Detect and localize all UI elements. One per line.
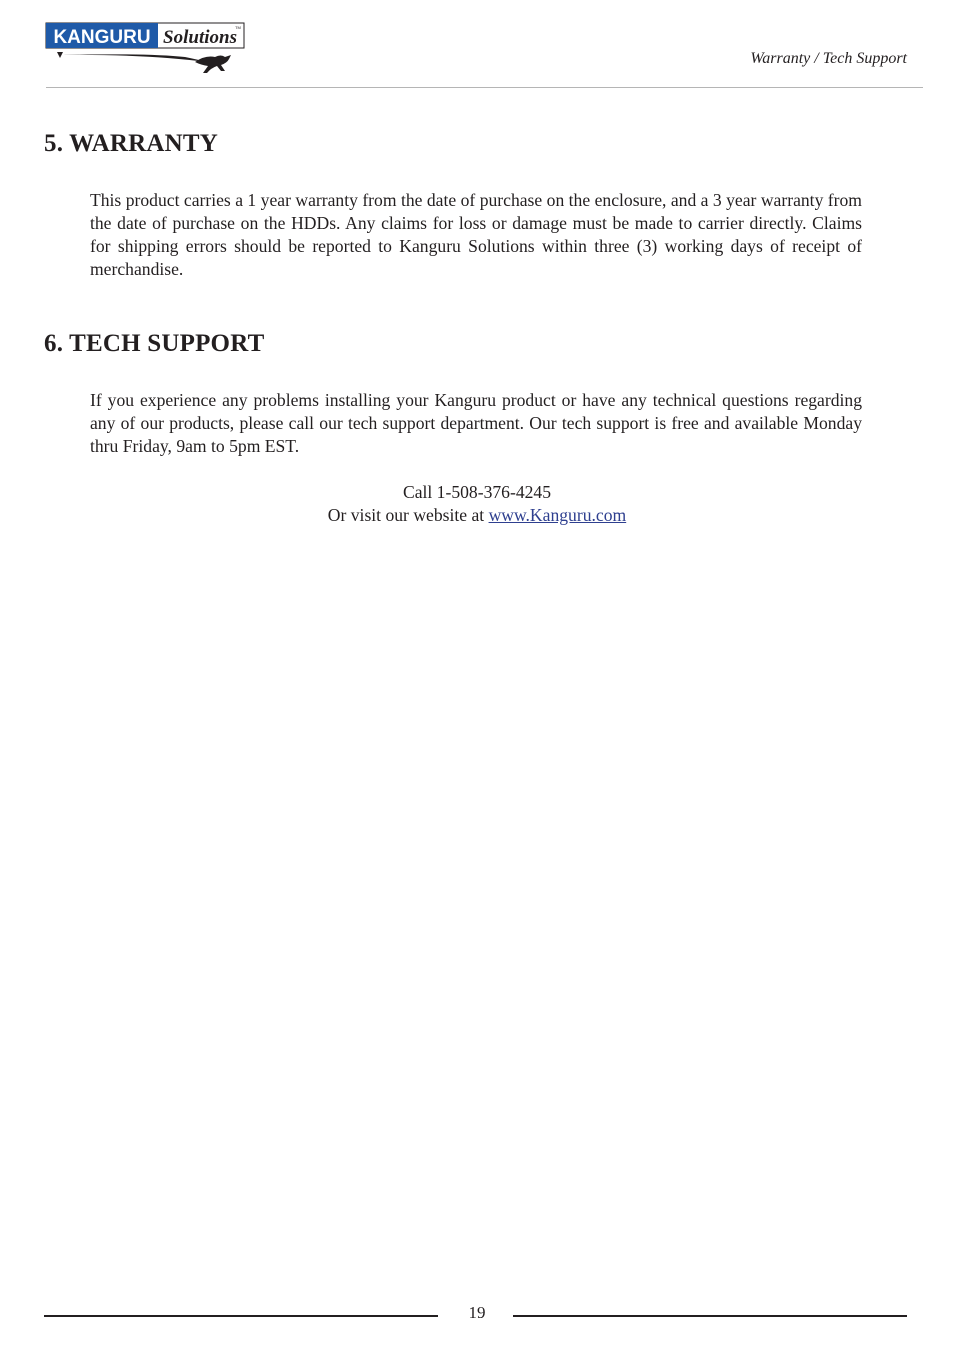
warranty-heading: 5. WARRANTY bbox=[44, 130, 218, 157]
brand-text: KANGURU bbox=[53, 27, 151, 48]
contact-block bbox=[0, 481, 954, 527]
phone-line: Call 1-508-376-4245 bbox=[402, 482, 552, 502]
kanguru-logo bbox=[45, 21, 245, 77]
header-divider bbox=[46, 87, 923, 88]
warranty-paragraph: This product carries a 1 year warranty from the date of purchase on the enclosure, and a 3 year warranty from the date of purchase on the HDDs. Any claims for loss or damage must be made to carrier directly. Claims for shipping errors should be reported to Kanguru Solutions within three (3) working days of receipt of merchandise. bbox=[90, 190, 862, 279]
website-line bbox=[0, 504, 954, 527]
kangaroo-icon bbox=[195, 55, 231, 73]
tagline-text: Solutions bbox=[163, 27, 237, 48]
website-link[interactable]: www.Kanguru.com bbox=[488, 505, 627, 525]
trademark-mark: TM bbox=[235, 25, 241, 30]
page-number: 19 bbox=[468, 1303, 486, 1322]
footer-rule-right bbox=[513, 1315, 907, 1317]
website-prefix: Or visit our website at bbox=[327, 505, 489, 525]
running-head: Warranty / Tech Support bbox=[750, 50, 907, 67]
kanguru-logo-graphic bbox=[45, 21, 245, 77]
swoosh-icon bbox=[61, 54, 207, 62]
logo-triangle-icon bbox=[57, 52, 63, 58]
tech-support-paragraph: If you experience any problems installing your Kanguru product or have any technical questions regarding any of our products, please call our tech support department. Our tech support is free and available Monday thru Friday, 9am to 5pm EST. bbox=[90, 390, 862, 456]
tech-support-heading: 6. TECH SUPPORT bbox=[44, 330, 265, 357]
